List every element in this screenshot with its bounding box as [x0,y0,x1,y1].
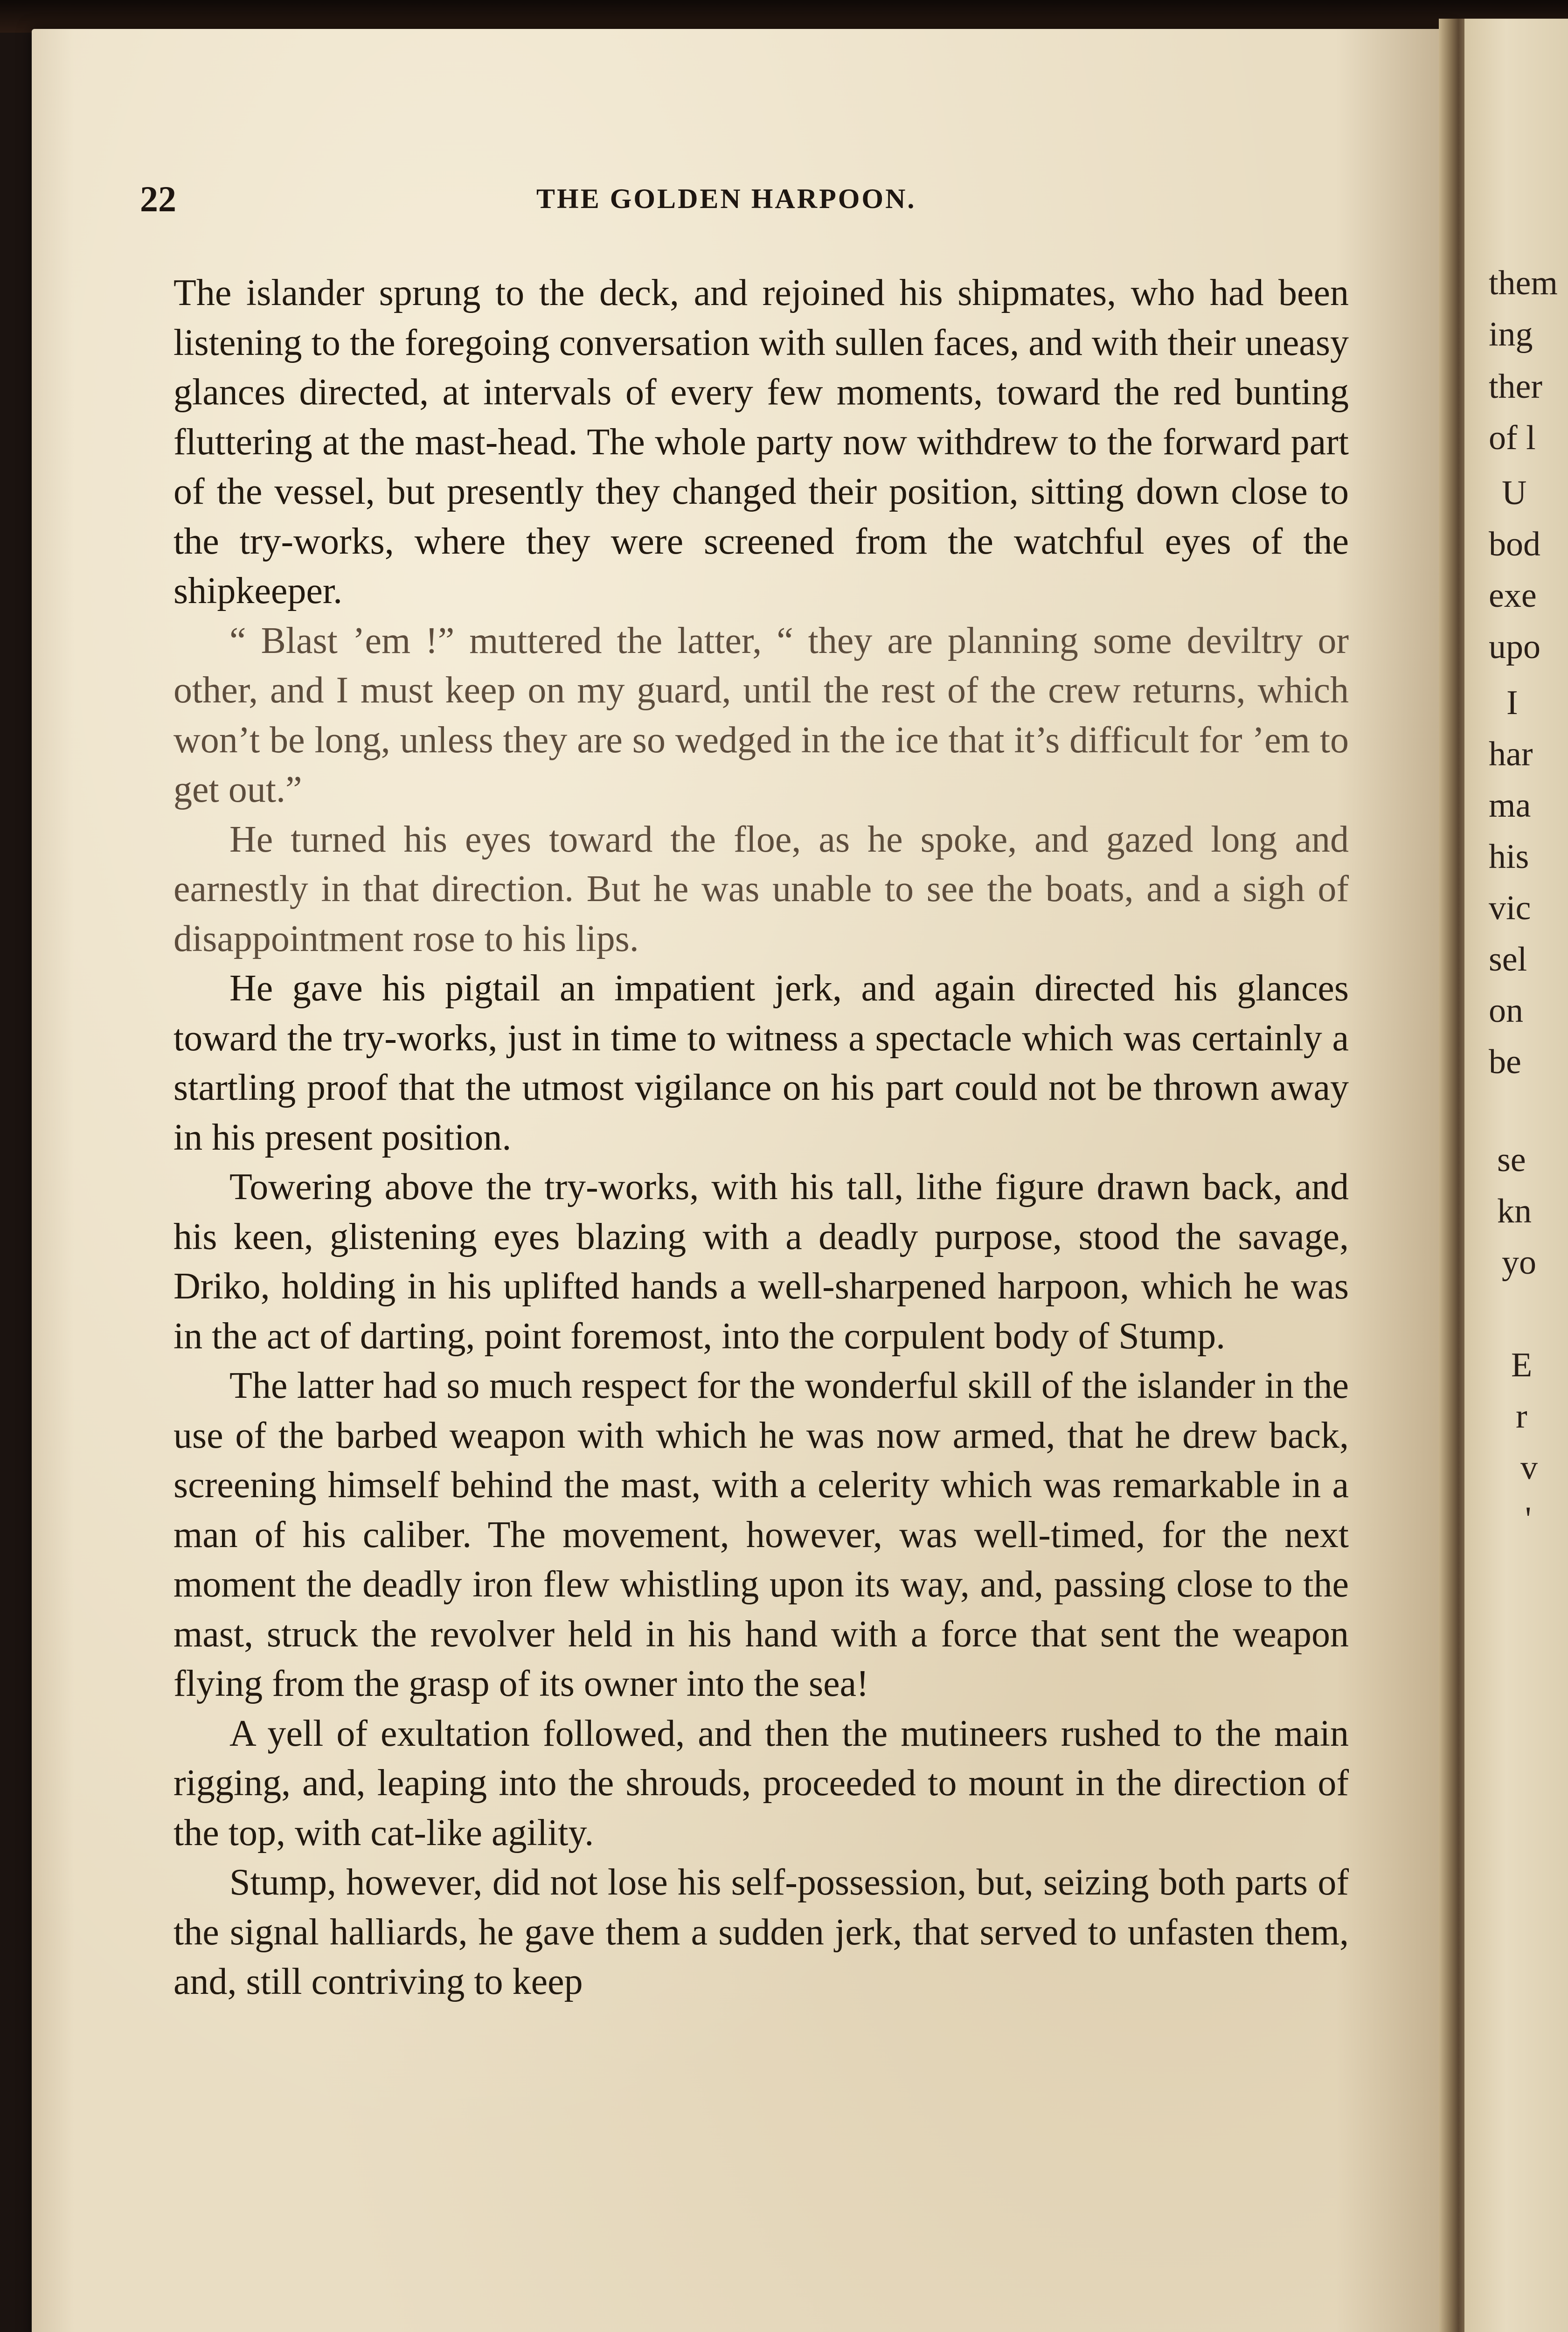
paragraph: He turned his eyes toward the floe, as he spoke, and gazed long and earnestly in that direction. But he was unable to see the boats, and a sigh of disappointment rose to his lips. [173,819,1349,959]
facing-page-fragment: r [1516,1397,1527,1436]
facing-page-fragment: ma [1489,786,1531,825]
facing-page-fragment: exe [1489,576,1537,615]
facing-page-sliver [1464,19,1568,2332]
facing-page-fragment: of l [1489,419,1536,457]
paragraph: Towering above the try-works, with his tall, lithe figure drawn back, and his keen, glistening eyes blazing with a deadly purpose, stood the savage, Driko, holding in his uplifted hands a well-sharpened harpoon, which he was in the act of darting, point foremost, into the corpulent body of Stump. [173,1166,1349,1357]
facing-page-fragment: ' [1525,1500,1532,1538]
facing-page-fragment: ing [1489,315,1533,354]
body-text [173,268,1349,2007]
facing-page-fragment: se [1497,1141,1526,1179]
paragraph: The islander sprung to the deck, and rejoined his shipmates, who had been listening to the foregoing conversation with sullen faces, and with their uneasy glances directed, at intervals of every few moments, toward the red bunting fluttering at the mast-head. The whole party now withdrew to the forward part of the vessel, but presently they changed their position, sitting down close to the try-works, where they were screened from the watchful eyes of the shipkeeper. [173,272,1349,611]
facing-page-fragment: vic [1489,889,1531,927]
facing-page-fragment: ther [1489,368,1543,406]
facing-page-fragment: yo [1502,1243,1536,1282]
facing-page-fragment: upo [1489,628,1540,666]
facing-page-fragment: E [1511,1346,1533,1384]
running-header [140,178,1343,225]
paragraph: The latter had so much respect for the wonderful skill of the islander in the use of the barbed weapon with which he was now armed, that he drew back, screening himself behind the mast, with a celerity which was remarkable in a man of his caliber. The movement, however, was well-timed, for the next moment the deadly iron flew whistling upon its way, and, passing close to the mast, struck the revolver held in his hand with a force that sent the weapon flying from the grasp of its owner into the sea! [173,1365,1349,1704]
facing-page-fragment: har [1489,735,1533,773]
facing-page-fragment: on [1489,992,1523,1030]
facing-page-fragment: them [1489,264,1558,302]
facing-page-fragment: v [1520,1449,1538,1487]
facing-page-fragment: kn [1497,1192,1532,1230]
paragraph: Stump, however, did not lose his self-possession, but, seizing both parts of the signal halliards, he gave them a sudden jerk, that served to unfasten them, and, still contriving to keep [173,1862,1349,2002]
paragraph: “ Blast ’em !” muttered the latter, “ they are planning some deviltry or other, and I must keep on my guard, until the rest of the crew returns, which won’t be long, unless they are so wedged in the ice that it’s difficult for ’em to get out.” [173,620,1349,810]
page-number: 22 [140,179,176,219]
facing-page-fragment: I [1506,684,1518,722]
running-title: THE GOLDEN HARPOON. [536,183,916,214]
facing-page-fragment: sel [1489,940,1527,979]
paragraph: A yell of exultation followed, and then the mutineers rushed to the main rigging, and, leaping into the shrouds, proceeded to mount in the direction of the top, with cat-like agility. [173,1713,1349,1853]
facing-page-fragment: be [1489,1043,1521,1081]
facing-page-fragment: U [1502,474,1527,512]
facing-page-fragment: bod [1489,525,1540,563]
book-cover-edge [0,0,1568,33]
facing-page-fragment: his [1489,838,1529,876]
paragraph: He gave his pigtail an impatient jerk, and again directed his glances toward the try-works, just in time to witness a spectacle which was certainly a startling proof that the utmost vigilance on his part could not be thrown away in his present position. [173,968,1349,1158]
